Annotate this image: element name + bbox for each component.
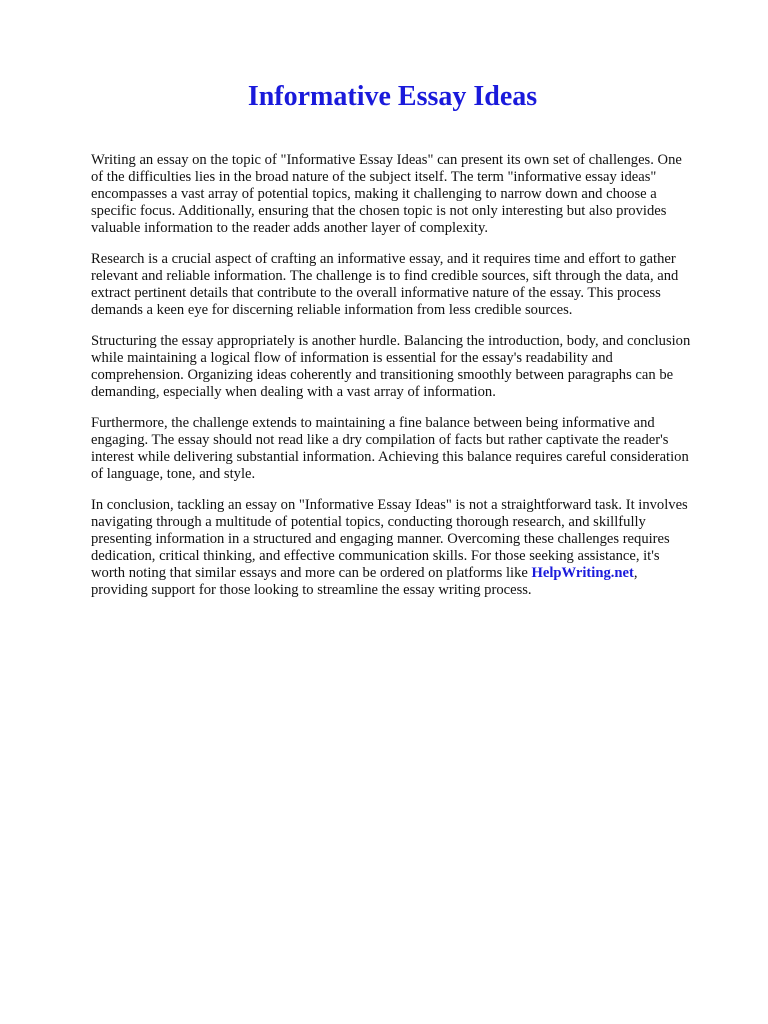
- conclusion-text: In conclusion, tackling an essay on "Informative Essay Ideas" is not a straightforward task. It involves navigating through a multitude of potential topics, conducting thorough research, and skillfully presenting information in a structured and engaging manner. Overcoming these challenges requires dedication, critical thinking, and effective communication skills. For those seeking assistance, it's worth noting that similar essays and more can be ordered on platforms like: [91, 497, 688, 581]
- paragraph-intro: Writing an essay on the topic of "Informative Essay Ideas" can present its own set of challenges. One of the difficulties lies in the broad nature of the subject itself. The term "informative essay ideas" encompasses a vast array of potential topics, making it challenging to narrow down and choose a specific focus. Additionally, ensuring that the chosen topic is not only interesting but also provides valuable information to the reader adds another layer of complexity.: [91, 152, 682, 236]
- paragraph-structure: Structuring the essay appropriately is another hurdle. Balancing the introduction, body, and conclusion while maintaining a logical flow of information is essential for the essay's readability and comprehension. Organizing ideas coherently and transitioning smoothly between paragraphs can be demanding, especially when dealing with a vast array of information.: [91, 333, 691, 400]
- helpwriting-link[interactable]: HelpWriting.net: [531, 565, 634, 581]
- conclusion-text-end: , providing support for those looking to streamline the essay writing process.: [91, 565, 638, 598]
- page-title: Informative Essay Ideas: [247, 81, 538, 112]
- paragraph-conclusion: [91, 497, 694, 599]
- paragraph-research: Research is a crucial aspect of crafting an informative essay, and it requires time and effort to gather relevant and reliable information. The challenge is to find credible sources, sift through the data, and extract pertinent details that contribute to the overall informative nature of the essay. This process demands a keen eye for discerning reliable information from less credible sources.: [91, 251, 679, 318]
- paragraph-balance: Furthermore, the challenge extends to maintaining a fine balance between being informative and engaging. The essay should not read like a dry compilation of facts but rather captivate the reader's interest while delivering substantial information. Achieving this balance requires careful consideration of language, tone, and style.: [91, 415, 689, 482]
